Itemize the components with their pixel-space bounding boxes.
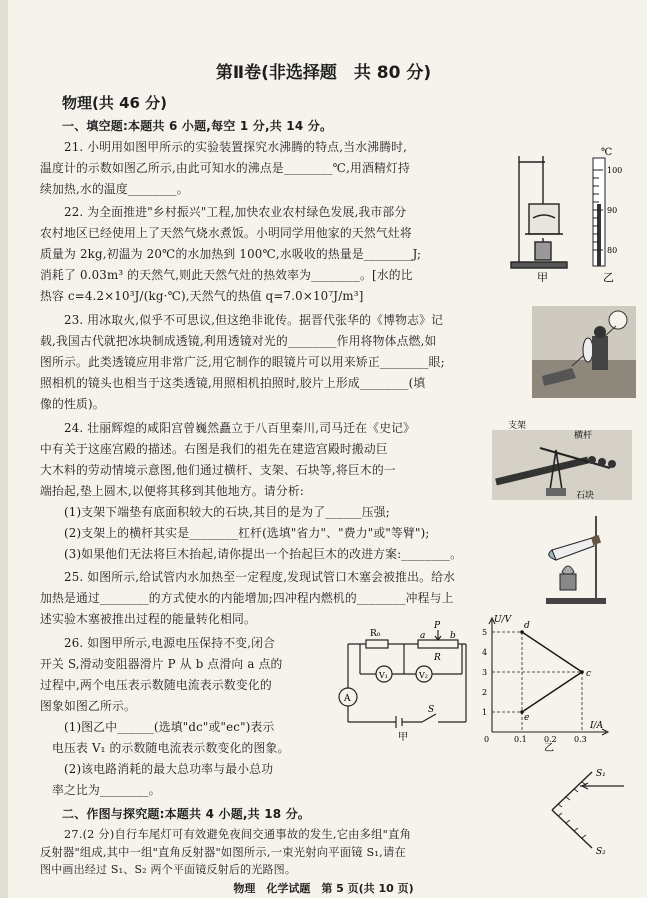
y-tick-2: 2 bbox=[482, 688, 488, 697]
label-shikuai: 石块 bbox=[576, 491, 595, 500]
q24-sub1: (1)支架下端垫有底面积较大的石块,其目的是为了______压强; bbox=[64, 505, 390, 519]
axis-origin: 0 bbox=[484, 735, 490, 744]
q27-line3: 图中画出经过 S₁、S₂ 两个平面镜反射后的光路图。 bbox=[40, 863, 297, 876]
q26-sub2b: 率之比为________。 bbox=[52, 783, 161, 797]
q21-line2: 温度计的示数如图乙所示,由此可知水的沸点是________℃,用酒精灯持 bbox=[40, 161, 411, 175]
q26-sub2a: (2)该电路消耗的最大总功率与最小总功 bbox=[64, 762, 274, 776]
figure-21-label-jia: 甲 bbox=[537, 271, 548, 282]
q27-line2: 反射器"组成,其中一组"直角反射器"如图所示,一束光射向平面镜 S₁,请在 bbox=[40, 846, 406, 859]
section-title: 第Ⅱ卷(非选择题 共 80 分) bbox=[215, 63, 432, 83]
thermometer-unit: ℃ bbox=[601, 147, 613, 158]
q24-line3: 大木料的劳动情境示意图,他们通过横杆、支架、石块等,将巨木的一 bbox=[40, 463, 396, 477]
label-s1: S₁ bbox=[596, 769, 606, 779]
q23-line3: 图所示。此类透镜应用非常广泛,用它制作的眼镜片可以用来矫正________眼; bbox=[40, 355, 445, 369]
subject-heading: 物理(共 46 分) bbox=[62, 94, 168, 112]
q26-sub1b: 电压表 V₁ 的示数随电流表示数变化的图象。 bbox=[52, 741, 290, 755]
q22-line4: 消耗了 0.03m³ 的天然气,则此天然气灶的热效率为________。[水的比 bbox=[40, 268, 413, 282]
point-c: c bbox=[586, 669, 592, 679]
x-tick-0.3: 0.3 bbox=[574, 735, 587, 744]
q25-line1: 25. 如图所示,给试管内水加热至一定程度,发现试管口木塞会被推出。给水 bbox=[64, 570, 456, 584]
figure-21-apparatus bbox=[511, 156, 567, 268]
thermometer-tick-100: 100 bbox=[607, 166, 623, 175]
label-r0: R₀ bbox=[370, 629, 381, 639]
q22-line5: 热容 c=4.2×10³J/(kg·℃),天然气的热值 q=7.0×10⁷J/m³] bbox=[40, 289, 364, 303]
x-tick-0.2: 0.2 bbox=[544, 735, 557, 744]
q26-line1: 26. 如图甲所示,电源电压保持不变,闭合 bbox=[64, 636, 276, 650]
thermometer-tick-90: 90 bbox=[607, 206, 618, 215]
label-s2: S₂ bbox=[596, 847, 606, 856]
figure-26-label-yi: 乙 bbox=[544, 743, 554, 752]
label-henggan: 横杆 bbox=[574, 431, 593, 441]
point-e: e bbox=[524, 713, 530, 723]
figure-21-label-yi: 乙 bbox=[603, 271, 614, 282]
q26-line2: 开关 S,滑动变阻器滑片 P 从 b 点滑向 a 点的 bbox=[40, 657, 283, 671]
figure-26-graph bbox=[474, 614, 614, 752]
label-r: R bbox=[434, 653, 441, 663]
q22-line2: 农村地区已经使用上了天然气烧水煮饭。小明同学用他家的天然气灶将 bbox=[40, 226, 412, 240]
y-tick-5: 5 bbox=[482, 628, 488, 637]
q24-line2: 中有关于这座宫殿的描述。右图是我们的祖先在建造宫殿时搬动巨 bbox=[40, 442, 388, 456]
q26-line4: 图象如图乙所示。 bbox=[40, 699, 136, 713]
q23-line1: 23. 用冰取火,似乎不可思议,但这绝非讹传。据晋代张华的《博物志》记 bbox=[64, 313, 444, 327]
q23-line2: 载,我国古代就把冰块制成透镜,利用透镜对光的________作用将物体点燃,如 bbox=[40, 334, 437, 348]
thermometer bbox=[593, 158, 605, 266]
q24-sub3: (3)如果他们无法将巨木抬起,请你提出一个抬起巨木的改进方案:________。 bbox=[64, 547, 463, 561]
figure-24-lever bbox=[492, 418, 632, 500]
q25-line3: 述实验木塞被推出过程的能量转化相同。 bbox=[40, 612, 256, 626]
page-footer: 物理 化学试题 第 5 页(共 10 页) bbox=[233, 882, 414, 895]
figure-23-ice-lens bbox=[532, 306, 636, 398]
q25-line2: 加热是通过________的方式使水的内能增加;四冲程内燃机的________冲程与上 bbox=[40, 591, 454, 605]
label-v1: V₁ bbox=[379, 671, 388, 680]
figure-27-reflector bbox=[530, 766, 630, 856]
q23-line5: 像的性质)。 bbox=[40, 397, 105, 411]
label-ammeter: A bbox=[344, 694, 351, 704]
q22-line1: 22. 为全面推进"乡村振兴"工程,加快农业农村绿色发展,我市部分 bbox=[64, 205, 407, 219]
q21-line3: 续加热,水的温度________。 bbox=[40, 182, 189, 196]
axis-label-uv: U/V bbox=[494, 615, 512, 625]
y-tick-1: 1 bbox=[482, 708, 488, 717]
q24-line4: 端抬起,垫上圆木,以便将其移到其他地方。请分析: bbox=[40, 484, 305, 498]
figure-26-label-jia: 甲 bbox=[398, 732, 408, 742]
q21-line1: 21. 小明用如图甲所示的实验装置探究水沸腾的特点,当水沸腾时, bbox=[64, 140, 408, 154]
label-zhijia: 支架 bbox=[508, 421, 527, 431]
q23-line4: 照相机的镜头也相当于这类透镜,用照相机拍照时,胶片上形成________(填 bbox=[40, 376, 426, 390]
q24-sub2: (2)支架上的横杆其实是________杠杆(选填"省力"、"费力"或"等臂"); bbox=[64, 526, 430, 540]
q26-line3: 过程中,两个电压表示数随电流表示数变化的 bbox=[40, 678, 272, 692]
label-v2: V₂ bbox=[419, 671, 428, 680]
label-p: P bbox=[434, 621, 441, 631]
section1-heading: 一、填空题:本题共 6 小题,每空 1 分,共 14 分。 bbox=[62, 119, 333, 133]
figure-21 bbox=[505, 142, 633, 282]
label-b: b bbox=[450, 631, 456, 641]
q26-sub1a: (1)图乙中______(选填"dc"或"ec")表示 bbox=[64, 720, 275, 734]
q22-line3: 质量为 2kg,初温为 20℃的水加热到 100℃,水吸收的热量是________J; bbox=[40, 247, 422, 261]
q24-line1: 24. 壮丽辉煌的咸阳宫曾巍然矗立于八百里秦川,司马迁在《史记》 bbox=[64, 421, 416, 435]
thermometer-tick-80: 80 bbox=[607, 246, 618, 255]
label-a: a bbox=[420, 631, 426, 641]
figure-26-circuit bbox=[336, 618, 472, 742]
point-d: d bbox=[524, 621, 530, 631]
y-tick-4: 4 bbox=[482, 648, 488, 657]
figure-25-test-tube bbox=[536, 512, 632, 608]
page-edge-shadow bbox=[0, 0, 8, 898]
axis-label-ia: I/A bbox=[590, 721, 604, 731]
y-tick-3: 3 bbox=[482, 668, 488, 677]
section2-heading: 二、作图与探究题:本题共 4 小题,共 18 分。 bbox=[62, 807, 311, 821]
x-tick-0.1: 0.1 bbox=[514, 735, 527, 744]
label-switch: S bbox=[428, 705, 435, 715]
q27-line1: 27.(2 分)自行车尾灯可有效避免夜间交通事故的发生,它由多组"直角 bbox=[64, 828, 412, 841]
